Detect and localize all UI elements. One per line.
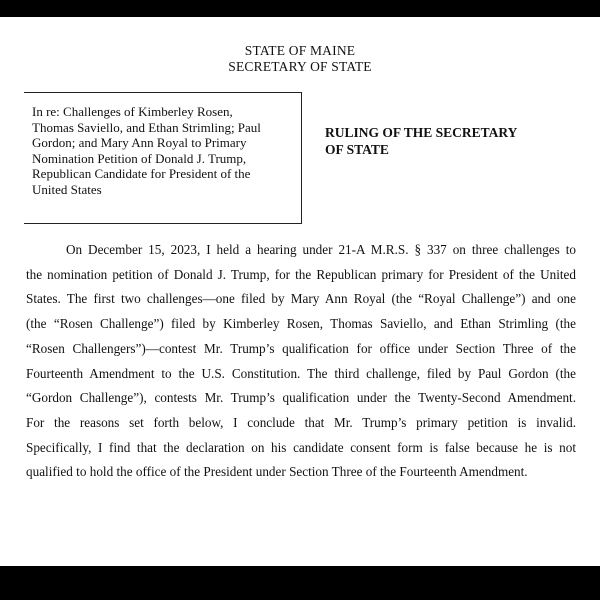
caption-line: Republican Candidate for President of the: [32, 166, 251, 182]
body-line: qualified to hold the office of the President under Section Three of the Fourteenth Amendment.: [26, 464, 528, 480]
ruling-title: [325, 124, 575, 158]
ruling-title-line: OF STATE: [325, 142, 389, 157]
caption-line: Thomas Saviello, and Ethan Strimling; Paul: [32, 119, 261, 135]
caption-line: Nomination Petition of Donald J. Trump,: [32, 150, 247, 166]
body-line: (the “Rosen Challenge”) filed by Kimberley Rosen, Thomas Saviello, and Ethan Strimling (the: [26, 316, 576, 332]
body-line: On December 15, 2023, I held a hearing under 21-A M.R.S. § 337 on three challenges to: [66, 242, 576, 257]
caption-line: In re: Challenges of Kimberley Rosen,: [32, 104, 233, 119]
body-line: Fourteenth Amendment to the U.S. Constitution. The third challenge, filed by Paul Gordon (the: [26, 365, 576, 381]
case-caption-box: [24, 92, 302, 224]
ruling-title-line: RULING OF THE SECRETARY: [325, 125, 518, 140]
document-header: [0, 43, 600, 75]
body-line: Specifically, I find that the declaration on his candidate consent form is false because he is not: [26, 439, 576, 455]
ruling-body-paragraph: [26, 238, 576, 485]
caption-line: United States: [32, 181, 102, 197]
body-line: the nomination petition of Donald J. Trump, for the Republican primary for President of the United: [26, 266, 576, 282]
caption-line: Gordon; and Mary Ann Royal to Primary: [32, 135, 247, 151]
body-line: “Gordon Challenge”), contests Mr. Trump’s qualification under the Twenty-Second Amendment.: [26, 390, 576, 406]
header-office: SECRETARY OF STATE: [228, 59, 372, 74]
body-line: “Rosen Challengers”)—contest Mr. Trump’s qualification for office under Section Three of the: [26, 340, 576, 356]
document-page: [0, 17, 600, 566]
header-state: STATE OF MAINE: [244, 43, 356, 58]
body-line: For the reasons set forth below, I conclude that Mr. Trump’s primary petition is invalid.: [26, 414, 576, 430]
body-line: States. The first two challenges—one filed by Mary Ann Royal (the “Royal Challenge”) and one: [26, 291, 576, 307]
